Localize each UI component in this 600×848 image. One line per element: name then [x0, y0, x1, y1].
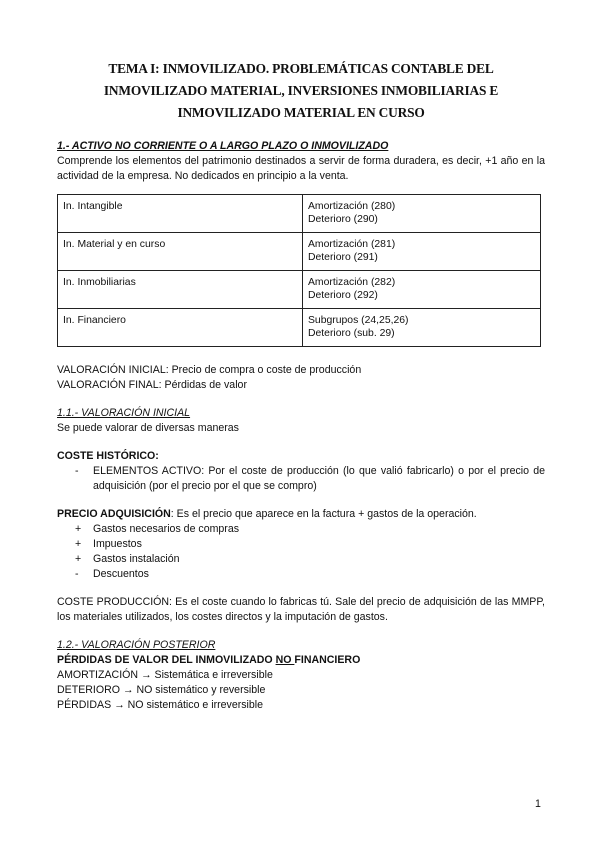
table-row	[58, 271, 541, 309]
table-cell-accounts	[303, 195, 541, 233]
perdidas-heading-part: PÉRDIDAS DE VALOR DEL INMOVILIZADO	[57, 654, 276, 666]
inmovilizado-table	[57, 194, 541, 347]
table-row	[58, 195, 541, 233]
valoracion-inicial-line: VALORACIÓN INICIAL: Precio de compra o coste de producción	[57, 364, 362, 376]
page-number: 1	[535, 798, 541, 810]
subsection-1-2-heading: 1.2.- VALORACIÓN POSTERIOR	[57, 639, 216, 651]
subsection-1-1-text: Se puede valorar de diversas maneras	[57, 422, 239, 434]
precio-adquisicion-list	[57, 522, 545, 582]
list-marker: +	[75, 523, 82, 535]
account-line: Amortización (281)	[308, 239, 396, 250]
perdidas-valor-heading	[57, 653, 545, 668]
list-item	[57, 552, 545, 567]
list-marker: +	[75, 553, 82, 565]
deterioro-line: DETERIORO → NO sistemático y reversible	[57, 684, 266, 696]
account-line: Amortización (282)	[308, 277, 396, 288]
account-line: Subgrupos (24,25,26)	[308, 315, 409, 326]
table-cell-label: In. Financiero	[58, 309, 303, 347]
account-line: Amortización (280)	[308, 201, 396, 212]
perdidas-heading-no: NO	[275, 654, 295, 666]
table-cell-accounts	[303, 271, 541, 309]
list-item-text: ELEMENTOS ACTIVO: Por el coste de producción (lo que valió fabricarlo) o por el precio de adquisición (por el precio por el que se compro)	[93, 465, 545, 492]
title-line-1: TEMA I: INMOVILIZADO. PROBLEMÁTICAS CONTABLE DEL	[108, 61, 494, 76]
precio-adquisicion-paragraph	[57, 507, 545, 522]
amortizacion-line: AMORTIZACIÓN → Sistemática e irreversible	[57, 669, 273, 681]
table-row	[58, 233, 541, 271]
list-marker: +	[75, 538, 82, 550]
precio-adquisicion-label: PRECIO ADQUISICIÓN	[57, 508, 171, 520]
page-content	[57, 58, 545, 713]
list-item	[57, 522, 545, 537]
list-item	[57, 567, 545, 582]
list-item-text: Descuentos	[93, 568, 149, 580]
table-cell-accounts	[303, 233, 541, 271]
perdidas-line: PÉRDIDAS → NO sistemático e irreversible	[57, 699, 264, 711]
section-1-intro: Comprende los elementos del patrimonio destinados a servir de forma duradera, es decir, +1 año en la actividad de la empresa. No dedicados en principio a la venta.	[57, 155, 545, 182]
document-title	[57, 58, 545, 124]
title-line-3: INMOVILIZADO MATERIAL EN CURSO	[177, 105, 425, 120]
table-cell-label: In. Intangible	[58, 195, 303, 233]
account-line: Deterioro (292)	[308, 290, 378, 301]
list-marker: -	[75, 465, 79, 477]
title-line-2: INMOVILIZADO MATERIAL, INVERSIONES INMOBILIARIAS E	[103, 83, 499, 98]
coste-historico-heading: COSTE HISTÓRICO:	[57, 450, 159, 462]
list-item	[57, 537, 545, 552]
table-row	[58, 309, 541, 347]
precio-adquisicion-text: : Es el precio que aparece en la factura + gastos de la operación.	[170, 508, 477, 520]
list-item	[57, 464, 545, 494]
section-1-heading: 1.- ACTIVO NO CORRIENTE O A LARGO PLAZO O INMOVILIZADO	[57, 140, 389, 152]
list-item-text: Impuestos	[93, 538, 142, 550]
list-item-text: Gastos necesarios de compras	[93, 523, 240, 535]
table-cell-label: In. Material y en curso	[58, 233, 303, 271]
table-cell-accounts	[303, 309, 541, 347]
subsection-1-1-heading: 1.1.- VALORACIÓN INICIAL	[57, 407, 191, 419]
coste-historico-list	[57, 464, 545, 494]
valoracion-final-line: VALORACIÓN FINAL: Pérdidas de valor	[57, 379, 247, 391]
account-line: Deterioro (291)	[308, 252, 378, 263]
coste-produccion-paragraph: COSTE PRODUCCIÓN: Es el coste cuando lo fabricas tú. Sale del precio de adquisición de las MMPP, los materiales utilizados, los costes directos y la imputación de gastos.	[57, 596, 545, 623]
list-item-text: Gastos instalación	[93, 553, 180, 565]
perdidas-heading-part: FINANCIERO	[294, 654, 361, 666]
account-line: Deterioro (290)	[308, 214, 378, 225]
list-marker: -	[75, 568, 79, 580]
table-cell-label: In. Inmobiliarias	[58, 271, 303, 309]
account-line: Deterioro (sub. 29)	[308, 328, 395, 339]
